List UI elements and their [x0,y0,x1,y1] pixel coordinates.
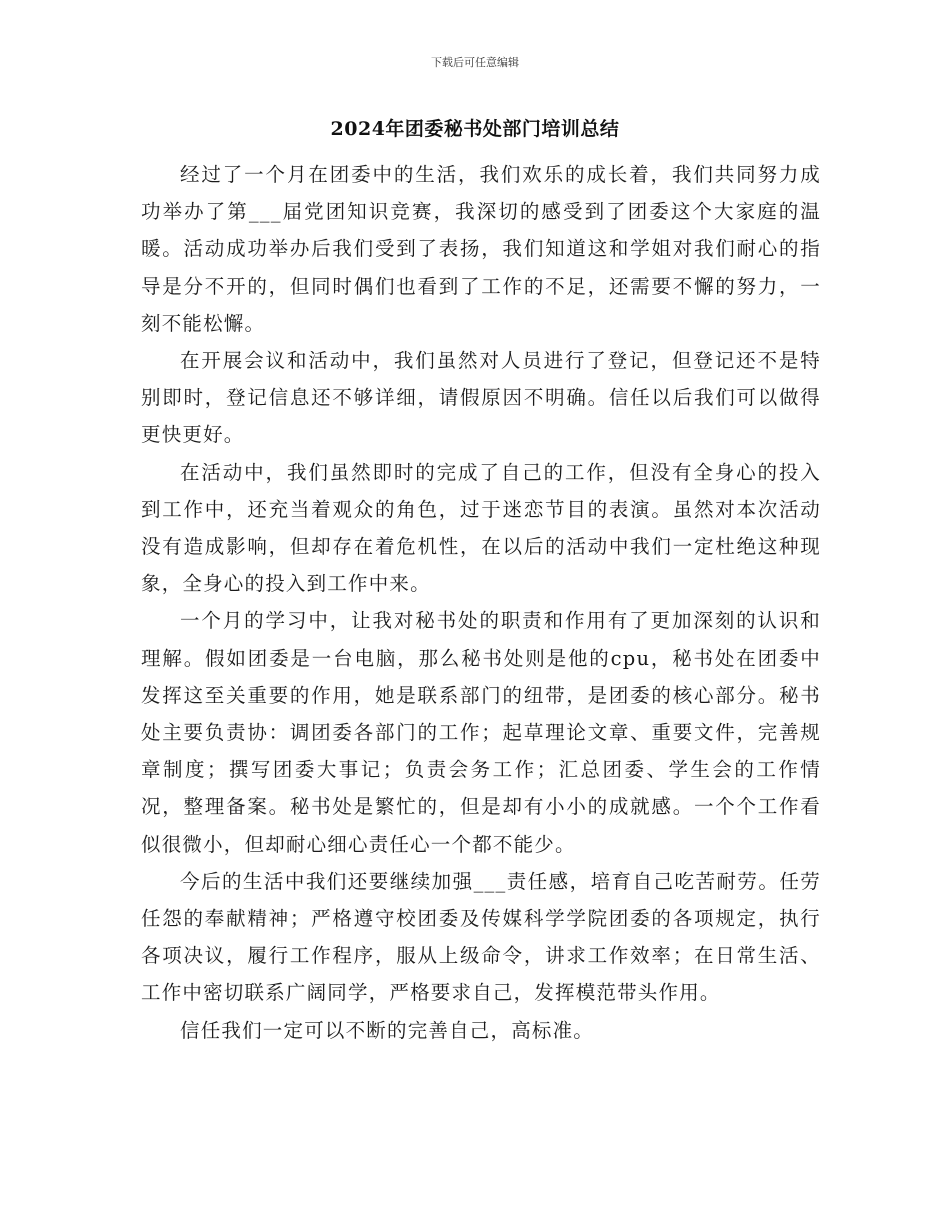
document-body [141,156,821,1049]
header-note: 下载后可任意编辑 [431,56,519,69]
paragraph-1: 经过了一个月在团委中的生活，我们欢乐的成长着，我们共同努力成功举办了第___届党团知识竞赛，我深切的感受到了团委这个大家庭的温暖。活动成功举办后我们受到了表扬，我们知道这和学姐对我们耐心的指导是分不开的，但同时偶们也看到了工作的不足，还需要不懈的努力，一刻不能松懈。 [141,163,821,335]
paragraph-3: 在活动中，我们虽然即时的完成了自己的工作，但没有全身心的投入到工作中，还充当着观众的角色，过于迷恋节目的表演。虽然对本次活动没有造成影响，但却存在着危机性，在以后的活动中我们一定杜绝这种现象，全身心的投入到工作中来。 [141,460,821,596]
document-title: 2024年团委秘书处部门培训总结 [330,118,620,140]
paragraph-5: 今后的生活中我们还要继续加强___责任感，培育自己吃苦耐劳。任劳任怨的奉献精神；严格遵守校团委及传媒科学学院团委的各项规定，执行各项决议，履行工作程序，服从上级命令，讲求工作效率；在日常生活、工作中密切联系广阔同学，严格要求自己，发挥模范带头作用。 [141,869,821,1005]
paragraph-6: 信任我们一定可以不断的完善自己，高标准。 [180,1018,595,1042]
paragraph-2: 在开展会议和活动中，我们虽然对人员进行了登记，但登记还不是特别即时，登记信息还不够详细，请假原因不明确。信任以后我们可以做得更快更好。 [141,349,821,447]
paragraph-4: 一个月的学习中，让我对秘书处的职责和作用有了更加深刻的认识和理解。假如团委是一台电脑，那么秘书处则是他的cpu，秘书处在团委中发挥这至关重要的作用，她是联系部门的纽带，是团委的核心部分。秘书处主要负责协：调团委各部门的工作；起草理论文章、重要文件，完善规章制度；撰写团委大事记；负责会务工作；汇总团委、学生会的工作情况，整理备案。秘书处是繁忙的，但是却有小小的成就感。一个个工作看似很微小，但却耐心细心责任心一个都不能少。 [141,609,821,856]
